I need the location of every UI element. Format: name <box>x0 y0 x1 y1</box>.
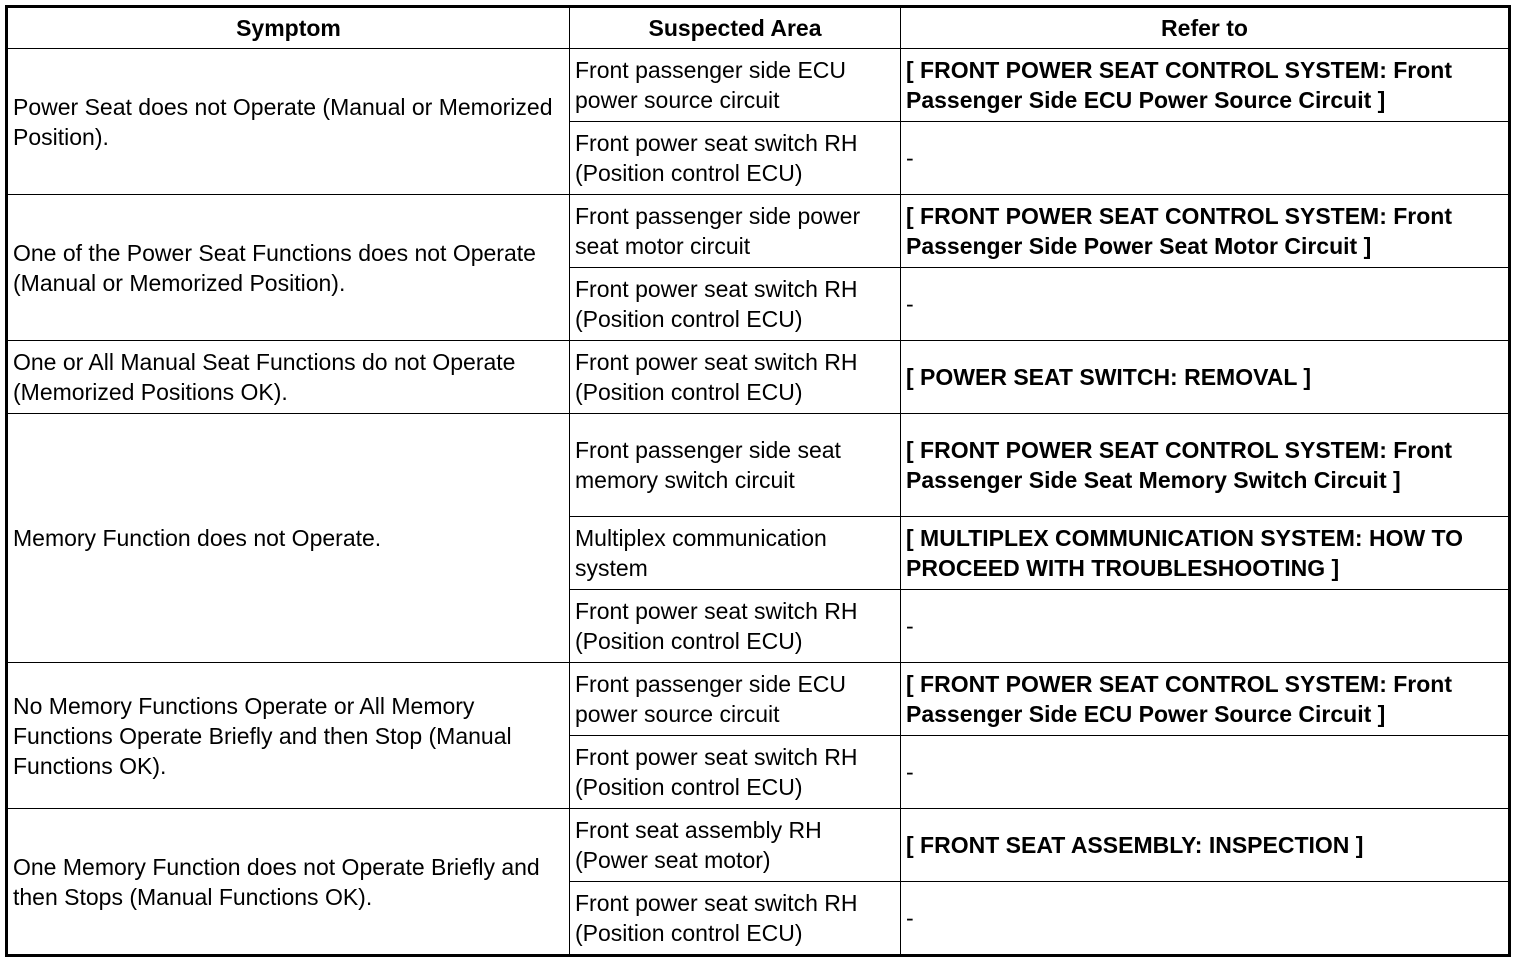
suspected-area-cell: Multiplex communication system <box>570 517 901 590</box>
symptom-cell: No Memory Functions Operate or All Memory Functions Operate Briefly and then Stop (Manual Functions OK). <box>7 663 570 809</box>
refer-cell: - <box>901 882 1510 956</box>
refer-link[interactable]: [ FRONT POWER SEAT CONTROL SYSTEM: Front Passenger Side ECU Power Source Circuit ] <box>901 49 1510 122</box>
refer-cell: - <box>901 122 1510 195</box>
suspected-area-cell: Front power seat switch RH (Position control ECU) <box>570 736 901 809</box>
refer-cell: - <box>901 590 1510 663</box>
suspected-area-cell: Front passenger side seat memory switch circuit <box>570 414 901 517</box>
suspected-area-cell: Front power seat switch RH (Position control ECU) <box>570 268 901 341</box>
refer-link[interactable]: [ FRONT POWER SEAT CONTROL SYSTEM: Front Passenger Side Seat Memory Switch Circuit ] <box>901 414 1510 517</box>
table-row <box>7 49 1510 122</box>
suspected-area-cell: Front power seat switch RH (Position control ECU) <box>570 882 901 956</box>
refer-link[interactable]: [ FRONT SEAT ASSEMBLY: INSPECTION ] <box>901 809 1510 882</box>
header-refer-to: Refer to <box>901 7 1510 49</box>
suspected-area-cell: Front seat assembly RH (Power seat motor) <box>570 809 901 882</box>
table-row <box>7 663 1510 736</box>
header-suspected-area: Suspected Area <box>570 7 901 49</box>
suspected-area-cell: Front passenger side ECU power source circuit <box>570 663 901 736</box>
table-row <box>7 195 1510 268</box>
table-row <box>7 414 1510 517</box>
table-row <box>7 341 1510 414</box>
suspected-area-cell: Front power seat switch RH (Position control ECU) <box>570 122 901 195</box>
suspected-area-cell: Front power seat switch RH (Position control ECU) <box>570 590 901 663</box>
suspected-area-cell: Front passenger side power seat motor circuit <box>570 195 901 268</box>
table-row <box>7 809 1510 882</box>
header-row <box>7 7 1510 49</box>
refer-cell: - <box>901 736 1510 809</box>
refer-link[interactable]: [ POWER SEAT SWITCH: REMOVAL ] <box>901 341 1510 414</box>
symptom-cell: One of the Power Seat Functions does not Operate (Manual or Memorized Position). <box>7 195 570 341</box>
symptom-cell: Memory Function does not Operate. <box>7 414 570 663</box>
suspected-area-cell: Front passenger side ECU power source circuit <box>570 49 901 122</box>
symptom-cell: Power Seat does not Operate (Manual or Memorized Position). <box>7 49 570 195</box>
header-symptom: Symptom <box>7 7 570 49</box>
refer-link[interactable]: [ FRONT POWER SEAT CONTROL SYSTEM: Front Passenger Side ECU Power Source Circuit ] <box>901 663 1510 736</box>
suspected-area-cell: Front power seat switch RH (Position control ECU) <box>570 341 901 414</box>
troubleshooting-table <box>5 5 1511 957</box>
refer-link[interactable]: [ MULTIPLEX COMMUNICATION SYSTEM: HOW TO PROCEED WITH TROUBLESHOOTING ] <box>901 517 1510 590</box>
refer-cell: - <box>901 268 1510 341</box>
refer-link[interactable]: [ FRONT POWER SEAT CONTROL SYSTEM: Front Passenger Side Power Seat Motor Circuit ] <box>901 195 1510 268</box>
symptom-cell: One or All Manual Seat Functions do not Operate (Memorized Positions OK). <box>7 341 570 414</box>
symptom-cell: One Memory Function does not Operate Briefly and then Stops (Manual Functions OK). <box>7 809 570 956</box>
